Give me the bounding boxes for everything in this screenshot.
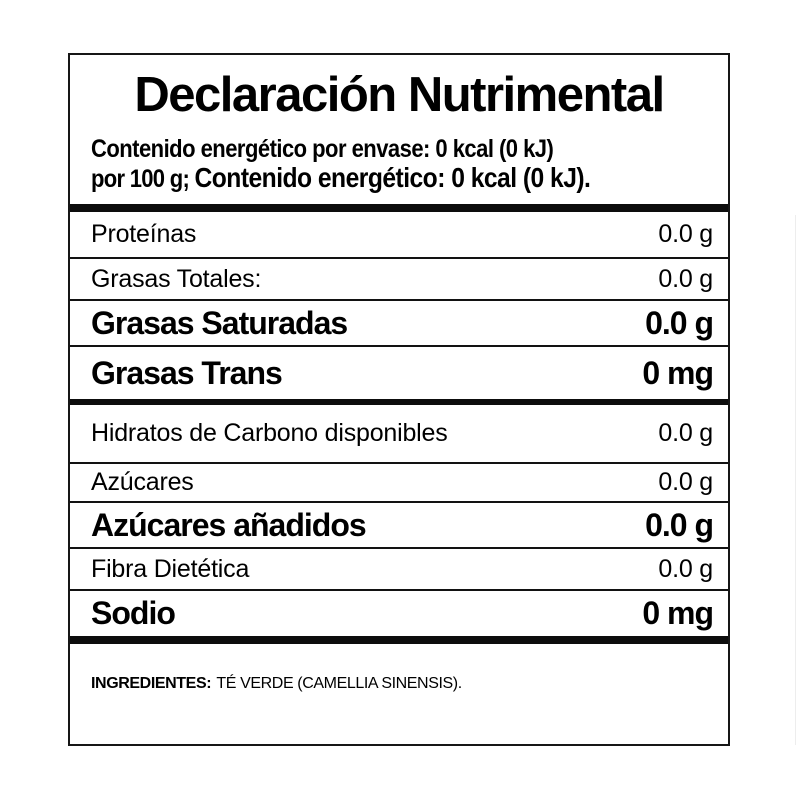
nutrient-row-azucares-anadidos [70,501,728,547]
nutrient-value: 0.0 g [658,419,713,447]
nutrient-value: 0.0 g [658,468,713,496]
nutrient-value: 0 mg [642,595,713,631]
nutrient-row-fibra-dietetica [70,547,728,589]
energy-per-100g-line [91,163,652,197]
image-edge-artifact-line [795,215,796,745]
energy-per-package-line: Contenido energético por envase: 0 kcal (0 kJ) [91,135,554,163]
nutrient-name: Azúcares añadidos [91,506,366,543]
ingredients-text: TÉ VERDE (CAMELLIA SINENSIS). [216,675,462,692]
nutrient-name: Grasas Totales: [91,264,262,293]
nutrient-value: 0.0 g [658,554,713,583]
nutrient-name: Hidratos de Carbono disponibles [91,419,448,447]
nutrient-name: Proteínas [91,220,197,248]
nutrient-row-sodio [70,589,728,636]
nutrient-row-grasas-saturadas [70,299,728,345]
nutrient-section-1 [70,212,728,399]
energy-per-100g-value: Contenido energético: 0 kcal (0 kJ). [194,162,591,193]
nutrient-value: 0.0 g [645,506,713,543]
ingredients-block [70,644,728,693]
nutrient-name: Sodio [91,595,175,631]
nutrient-value: 0.0 g [645,304,713,341]
nutrient-row-grasas-totales [70,257,728,299]
per-100g-prefix: por 100 g; [91,165,195,193]
nutrition-facts-panel [68,53,730,746]
nutrient-name: Azúcares [91,468,194,496]
nutrient-row-grasas-trans [70,345,728,399]
nutrient-name: Fibra Dietética [91,554,250,583]
nutrient-value: 0.0 g [658,220,713,248]
thick-divider-top [70,204,728,212]
nutrient-row-hidratos-carbono [70,405,728,462]
nutrient-value: 0 mg [642,354,713,391]
thick-divider-bottom [70,636,728,644]
nutrient-name: Grasas Saturadas [91,304,348,341]
nutrient-row-azucares [70,462,728,501]
ingredients-label: INGREDIENTES: [91,675,212,692]
nutrient-value: 0.0 g [658,264,713,293]
nutrient-row-proteinas [70,212,728,257]
panel-title: Declaración Nutrimental [134,68,664,122]
nutrient-section-2 [70,405,728,636]
nutrient-name: Grasas Trans [91,354,282,391]
energy-content-block [91,135,652,197]
